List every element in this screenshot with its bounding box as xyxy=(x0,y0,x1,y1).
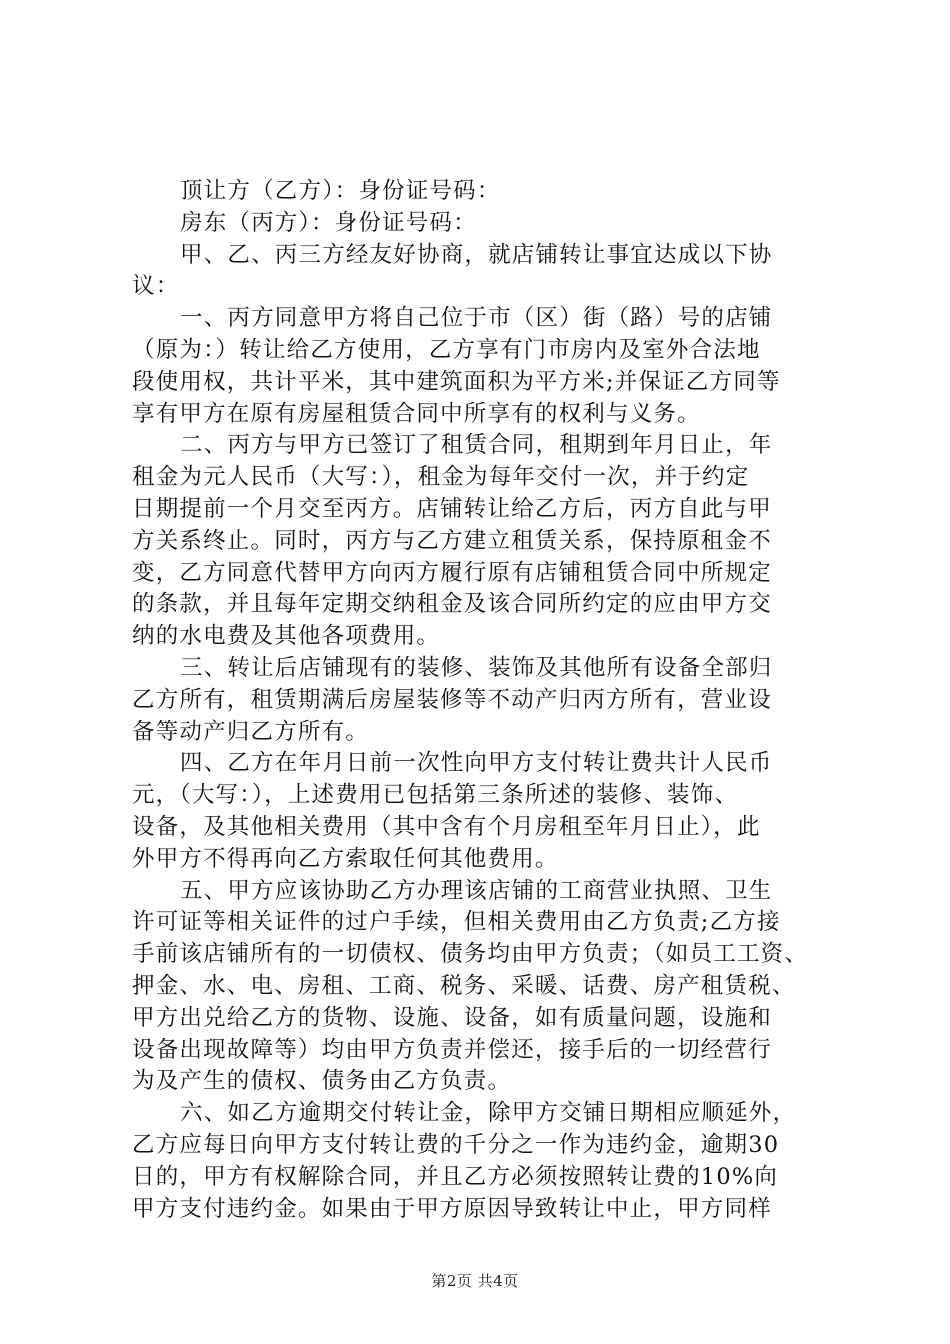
text-line: 设备出现故障等）均由甲方负责并偿还，接手后的一切经营行 xyxy=(132,1036,772,1063)
text-line: 备等动产归乙方所有。 xyxy=(132,718,370,745)
text-line: 甲方出兑给乙方的货物、设施、设备，如有质量问题，设施和 xyxy=(132,1004,772,1031)
text-line: 方关系终止。同时，丙方与乙方建立租赁关系，保持原租金不 xyxy=(132,527,772,554)
text-line: 乙方应每日向甲方支付转让费的千分之一作为违约金，逾期30 xyxy=(132,1131,780,1158)
text-line: 甲、乙、丙三方经友好协商，就店铺转让事宜达成以下协 xyxy=(180,241,773,268)
text-line: 元，（大写：），上述费用已包括第三条所述的装修、装饰、 xyxy=(132,782,739,809)
text-line: 议： xyxy=(132,273,180,300)
text-line: 段使用权，共计平米，其中建筑面积为平方米;并保证乙方同等 xyxy=(132,368,781,395)
text-line: 房东（丙方）：身份证号码： xyxy=(180,209,477,236)
text-line: 甲方支付违约金。如果由于甲方原因导致转让中止，甲方同样 xyxy=(132,1195,772,1222)
text-line: 设备，及其他相关费用（其中含有个月房租至年月日止），此 xyxy=(132,813,761,840)
text-line: 许可证等相关证件的过户手续，但相关费用由乙方负责;乙方接 xyxy=(132,909,781,936)
document-body xyxy=(132,176,832,1225)
text-line: 四、乙方在年月日前一次性向甲方支付转让费共计人民币 xyxy=(180,750,773,777)
text-line: 日期提前一个月交至丙方。店铺转让给乙方后，丙方自此与甲 xyxy=(132,495,772,522)
text-line: 三、转让后店铺现有的装修、装饰及其他所有设备全部归 xyxy=(180,654,773,681)
text-line: 的条款，并且每年定期交纳租金及该合同所约定的应由甲方交 xyxy=(132,591,772,618)
text-line: 二、丙方与甲方已签订了租赁合同，租期到年月日止，年 xyxy=(180,432,773,459)
text-line: （原为：）转让给乙方使用，乙方享有门市房内及室外合法地 xyxy=(132,336,761,363)
text-line: 日的，甲方有权解除合同，并且乙方必须按照转让费的10%向 xyxy=(132,1163,779,1190)
text-line: 租金为元人民币（大写：），租金为每年交付一次，并于约定 xyxy=(132,464,750,491)
text-line: 一、丙方同意甲方将自己位于市（区）街（路）号的店铺 xyxy=(180,305,773,332)
text-line: 为及产生的债权、债务由乙方负责。 xyxy=(132,1068,512,1095)
text-line: 纳的水电费及其他各项费用。 xyxy=(132,623,441,650)
text-line: 手前该店铺所有的一切债权、债务均由甲方负责；（如员工工资、 xyxy=(132,941,809,968)
text-line: 五、甲方应该协助乙方办理该店铺的工商营业执照、卫生 xyxy=(180,877,773,904)
text-line: 外甲方不得再向乙方索取任何其他费用。 xyxy=(132,845,559,872)
text-line: 乙方所有，租赁期满后房屋装修等不动产归丙方所有，营业设 xyxy=(132,686,772,713)
text-line: 享有甲方在原有房屋租赁合同中所享有的权利与义务。 xyxy=(132,400,701,427)
text-line: 六、如乙方逾期交付转让金，除甲方交铺日期相应顺延外， xyxy=(180,1100,797,1127)
page-footer: 第2页 共4页 xyxy=(431,1272,519,1290)
text-line: 变，乙方同意代替甲方向丙方履行原有店铺租赁合同中所规定 xyxy=(132,559,772,586)
text-line: 押金、水、电、房租、工商、税务、采暖、话费、房产租赁税、 xyxy=(132,972,796,999)
text-line: 顶让方（乙方）：身份证号码： xyxy=(180,178,501,204)
